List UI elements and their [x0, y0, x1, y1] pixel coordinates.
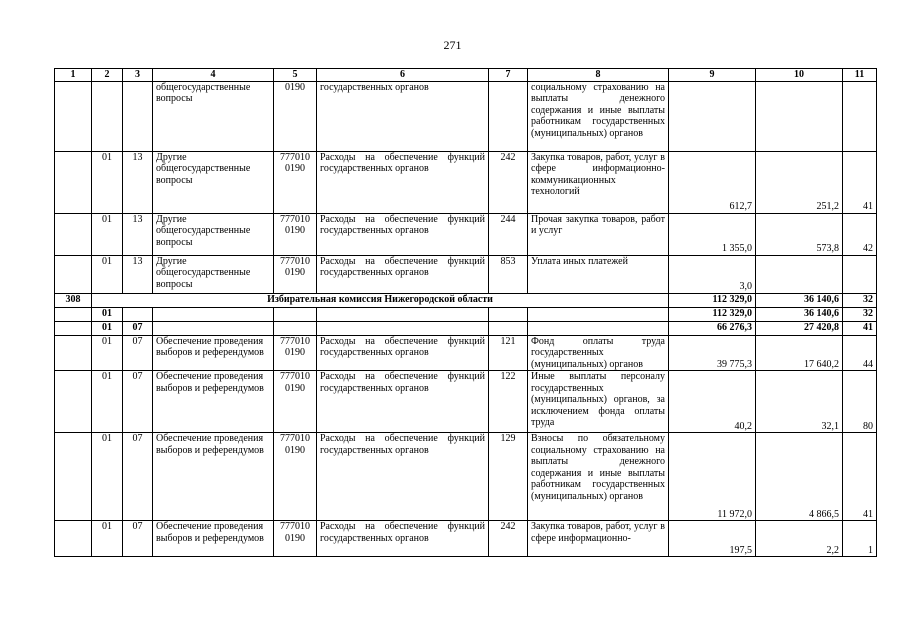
cell-c3: 07 [123, 335, 153, 371]
cell-c4: Обеспечение проведения выборов и референдумов [153, 433, 274, 521]
column-header: 1 [55, 69, 92, 82]
cell-c6: государственных органов [317, 81, 489, 151]
cell-c9: 40,2 [669, 371, 756, 433]
cell-c2: 01 [92, 335, 123, 371]
cell-empty [55, 321, 92, 335]
cell-c8: Фонд оплаты труда государственных (муниципальных) органов [528, 335, 669, 371]
cell-c1: 308 [55, 293, 92, 307]
cell-c11: 80 [843, 371, 877, 433]
column-header: 10 [756, 69, 843, 82]
cell-title: Избирательная комиссия Нижегородской области [92, 293, 669, 307]
cell-c7: 242 [489, 151, 528, 213]
cell-c5: 777010 0190 [274, 255, 317, 293]
cell-c4: Обеспечение проведения выборов и референдумов [153, 371, 274, 433]
column-header: 8 [528, 69, 669, 82]
cell-c3: 07 [123, 371, 153, 433]
cell-c7: 122 [489, 371, 528, 433]
cell-c7: 129 [489, 433, 528, 521]
cell-c10: 573,8 [756, 213, 843, 255]
cell-c5: 777010 0190 [274, 371, 317, 433]
cell-c2: 01 [92, 213, 123, 255]
cell-c1 [55, 81, 92, 151]
cell-c3: 07 [123, 521, 153, 557]
cell-c10: 2,2 [756, 521, 843, 557]
cell-empty [317, 321, 489, 335]
cell-c7 [489, 81, 528, 151]
page-number: 271 [443, 38, 462, 52]
cell-c11: 41 [843, 433, 877, 521]
cell-c10: 36 140,6 [756, 293, 843, 307]
cell-c11 [843, 255, 877, 293]
cell-empty [55, 307, 92, 321]
cell-c7: 244 [489, 213, 528, 255]
cell-c8: Прочая закупка товаров, работ и услуг [528, 213, 669, 255]
cell-c1 [55, 151, 92, 213]
cell-c9: 1 355,0 [669, 213, 756, 255]
column-header: 5 [274, 69, 317, 82]
cell-c8: Взносы по обязательному социальному страхованию на выплаты денежного содержания и иные выплаты работникам государственных (муниципальных) органов [528, 433, 669, 521]
cell-c5: 777010 0190 [274, 335, 317, 371]
table-row [55, 81, 877, 151]
table-row [55, 307, 877, 321]
cell-c6: Расходы на обеспечение функций государственных органов [317, 371, 489, 433]
cell-c5: 777010 0190 [274, 521, 317, 557]
cell-c8: Иные выплаты персоналу государственных (муниципальных) органов, за исключением фонда оплаты труда [528, 371, 669, 433]
cell-c2: 01 [92, 371, 123, 433]
cell-c6: Расходы на обеспечение функций государственных органов [317, 335, 489, 371]
cell-c4: Другие общегосударственные вопросы [153, 151, 274, 213]
cell-c8: Уплата иных платежей [528, 255, 669, 293]
cell-c7: 121 [489, 335, 528, 371]
cell-c9: 3,0 [669, 255, 756, 293]
cell-c4: Обеспечение проведения выборов и референдумов [153, 335, 274, 371]
cell-c4: Другие общегосударственные вопросы [153, 255, 274, 293]
header-row [55, 69, 877, 82]
cell-empty [274, 321, 317, 335]
cell-c2: 01 [92, 255, 123, 293]
cell-c11: 1 [843, 521, 877, 557]
column-header: 11 [843, 69, 877, 82]
cell-c2: 01 [92, 521, 123, 557]
cell-c2: 01 [92, 321, 123, 335]
cell-c9: 197,5 [669, 521, 756, 557]
cell-empty [153, 307, 274, 321]
cell-c1 [55, 335, 92, 371]
cell-c6: Расходы на обеспечение функций государственных органов [317, 255, 489, 293]
cell-empty [317, 307, 489, 321]
cell-c9 [669, 81, 756, 151]
cell-c9: 39 775,3 [669, 335, 756, 371]
cell-c6: Расходы на обеспечение функций государственных органов [317, 433, 489, 521]
cell-c10: 251,2 [756, 151, 843, 213]
table-row [55, 293, 877, 307]
cell-c5: 0190 [274, 81, 317, 151]
cell-empty [274, 307, 317, 321]
cell-c3: 07 [123, 433, 153, 521]
column-header: 7 [489, 69, 528, 82]
cell-c11: 32 [843, 307, 877, 321]
cell-c6: Расходы на обеспечение функций государственных органов [317, 521, 489, 557]
cell-c2: 01 [92, 307, 123, 321]
cell-c1 [55, 433, 92, 521]
cell-c5: 777010 0190 [274, 213, 317, 255]
cell-c10: 4 866,5 [756, 433, 843, 521]
table-row [55, 521, 877, 557]
cell-c8: Закупка товаров, работ, услуг в сфере информационно- [528, 521, 669, 557]
cell-c1 [55, 521, 92, 557]
table-row [55, 371, 877, 433]
cell-empty [489, 307, 528, 321]
cell-c4: общегосударственные вопросы [153, 81, 274, 151]
cell-c10: 32,1 [756, 371, 843, 433]
table-row [55, 151, 877, 213]
cell-c1 [55, 213, 92, 255]
table-row [55, 255, 877, 293]
cell-c9: 112 329,0 [669, 293, 756, 307]
cell-c6: Расходы на обеспечение функций государственных органов [317, 213, 489, 255]
table-row [55, 321, 877, 335]
cell-c11: 32 [843, 293, 877, 307]
cell-c5: 777010 0190 [274, 151, 317, 213]
column-header: 6 [317, 69, 489, 82]
table-row [55, 213, 877, 255]
cell-c9: 66 276,3 [669, 321, 756, 335]
cell-c6: Расходы на обеспечение функций государственных органов [317, 151, 489, 213]
cell-c11: 44 [843, 335, 877, 371]
cell-c10 [756, 81, 843, 151]
cell-empty [528, 307, 669, 321]
cell-c9: 112 329,0 [669, 307, 756, 321]
cell-c4: Другие общегосударственные вопросы [153, 213, 274, 255]
cell-c9: 11 972,0 [669, 433, 756, 521]
column-header: 3 [123, 69, 153, 82]
table-row [55, 433, 877, 521]
cell-c8: социальному страхованию на выплаты денежного содержания и иные выплаты работникам государственных (муниципальных) органов [528, 81, 669, 151]
cell-c2: 01 [92, 433, 123, 521]
cell-c3: 13 [123, 213, 153, 255]
cell-empty [528, 321, 669, 335]
column-header: 2 [92, 69, 123, 82]
cell-c10: 27 420,8 [756, 321, 843, 335]
cell-c11: 42 [843, 213, 877, 255]
budget-table [54, 68, 877, 557]
column-header: 9 [669, 69, 756, 82]
cell-c9: 612,7 [669, 151, 756, 213]
cell-c4: Обеспечение проведения выборов и референдумов [153, 521, 274, 557]
cell-c3 [123, 81, 153, 151]
cell-c10: 36 140,6 [756, 307, 843, 321]
cell-c2: 01 [92, 151, 123, 213]
cell-c3: 13 [123, 151, 153, 213]
cell-c7: 242 [489, 521, 528, 557]
cell-c11: 41 [843, 151, 877, 213]
cell-empty [153, 321, 274, 335]
column-header: 4 [153, 69, 274, 82]
cell-c2 [92, 81, 123, 151]
cell-c3: 07 [123, 321, 153, 335]
cell-c1 [55, 371, 92, 433]
cell-c11: 41 [843, 321, 877, 335]
cell-c7: 853 [489, 255, 528, 293]
cell-c5: 777010 0190 [274, 433, 317, 521]
cell-c10: 17 640,2 [756, 335, 843, 371]
cell-empty [489, 321, 528, 335]
cell-c8: Закупка товаров, работ, услуг в сфере информационно-коммуникационных технологий [528, 151, 669, 213]
cell-c1 [55, 255, 92, 293]
cell-c11 [843, 81, 877, 151]
cell-c10 [756, 255, 843, 293]
cell-c3: 13 [123, 255, 153, 293]
table-row [55, 335, 877, 371]
cell-c3 [123, 307, 153, 321]
